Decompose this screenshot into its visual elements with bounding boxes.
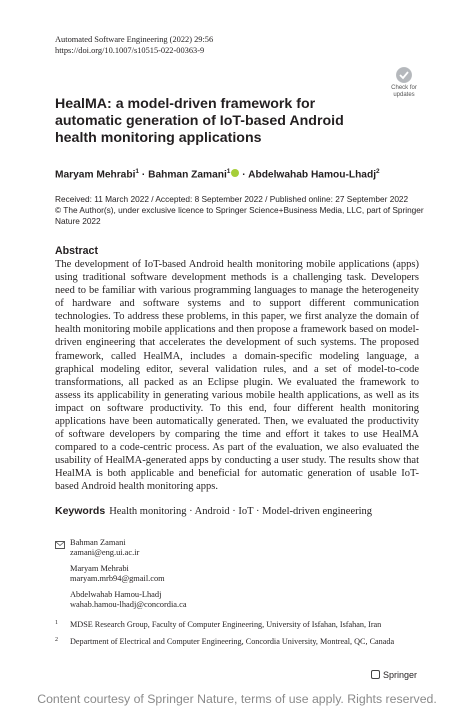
author-name[interactable]: Maryam Mehrabi bbox=[55, 169, 136, 181]
keywords-text: Health monitoring · Android · IoT · Model-driven engineering bbox=[109, 506, 373, 517]
author-separator: · bbox=[239, 169, 249, 181]
contact-name: Maryam Mehrabi bbox=[70, 564, 129, 573]
affiliation-number: 2 bbox=[55, 637, 58, 643]
affiliation-number: 1 bbox=[55, 620, 58, 626]
springer-horse-icon bbox=[371, 670, 380, 679]
check-for-updates-icon bbox=[396, 67, 412, 83]
doi-link[interactable]: https://doi.org/10.1007/s10515-022-00363-9 bbox=[55, 46, 205, 55]
author-name[interactable]: Abdelwahab Hamou-Lhadj bbox=[248, 169, 377, 181]
contact-entry bbox=[70, 564, 270, 585]
contact-name: Bahman Zamani bbox=[70, 538, 126, 547]
badge-line1: Check for bbox=[391, 85, 417, 91]
keywords bbox=[55, 505, 419, 518]
author-affil-sup: 1 bbox=[135, 168, 140, 175]
contact-email[interactable]: maryam.mrb94@gmail.com bbox=[70, 574, 165, 584]
paper-title: HealMA: a model-driven framework for automatic generation of IoT-based Android health monitoring applications bbox=[55, 96, 344, 146]
abstract-heading: Abstract bbox=[55, 245, 98, 257]
keywords-label: Keywords bbox=[55, 505, 106, 517]
abstract-text: The development of IoT-based Android health monitoring mobile applications (apps) using traditional software development methods is a challenging task. Developers need to be familiar with various programming languages to manage the heterogeneity of hardware and software systems and to support different communication technologies. To address these problems, in this paper, we first analyze the domain of health monitoring mobile applications and then propose a framework based on model-driven engineering that accelerates the development of such systems. The proposed framework, called HealMA, includes a domain-specific modeling language, a graphical modeling editor, several validation rules, and a set of model-to-code transformations, all packed as an Eclipse plugin. We evaluated the framework to assess its applicability in generating various mobile health applications, as well as its impact on software productivity. To this end, four different health monitoring applications have been automatically generated. Then, we evaluated the productivity of software developers by comparing the time and effort it takes to use HealMA compared to a code-centric process. As part of the evaluation, we also evaluated the usability of HealMA-generated apps by conducting a user study. The results show that HealMA is both applicable and beneficial for automatic generation of usable IoT-based Android health monitoring apps. bbox=[55, 259, 419, 493]
contact-email[interactable]: zamani@eng.ui.ac.ir bbox=[70, 548, 140, 558]
affiliation-text: MDSE Research Group, Faculty of Computer Engineering, University of Isfahan, Isfahan, Iran bbox=[70, 620, 382, 629]
publisher-name: Springer bbox=[383, 670, 418, 680]
author-name[interactable]: Bahman Zamani bbox=[148, 169, 227, 181]
publication-dates bbox=[55, 194, 425, 227]
badge-line2: updates bbox=[393, 91, 415, 98]
author-affil-sup: 1 bbox=[226, 168, 231, 175]
affiliation-text: Department of Electrical and Computer Engineering, Concordia University, Montreal, QC, Canada bbox=[70, 637, 395, 646]
contact-name: Abdelwahab Hamou-Lhadj bbox=[70, 590, 162, 599]
journal-citation: Automated Software Engineering (2022) 29:56 bbox=[55, 35, 214, 44]
author-list bbox=[55, 165, 380, 181]
courtesy-footer: Content courtesy of Springer Nature, terms of use apply. Rights reserved. bbox=[37, 692, 437, 706]
author-affil-sup: 2 bbox=[376, 168, 380, 175]
copyright-line: © The Author(s), under exclusive licence to Springer Science+Business Media, LLC, part of Springer Nature 2022 bbox=[55, 205, 424, 226]
mail-icon bbox=[55, 541, 65, 549]
contact-entry bbox=[70, 590, 270, 611]
author-separator: · bbox=[139, 169, 149, 181]
contact-email[interactable]: wahab.hamou-lhadj@concordia.ca bbox=[70, 600, 187, 610]
check-for-updates-badge[interactable] bbox=[388, 67, 420, 101]
contact-entry bbox=[70, 538, 270, 559]
dates-line: Received: 11 March 2022 / Accepted: 8 September 2022 / Published online: 27 September 2022 bbox=[55, 194, 409, 204]
publisher-mark bbox=[371, 670, 417, 680]
